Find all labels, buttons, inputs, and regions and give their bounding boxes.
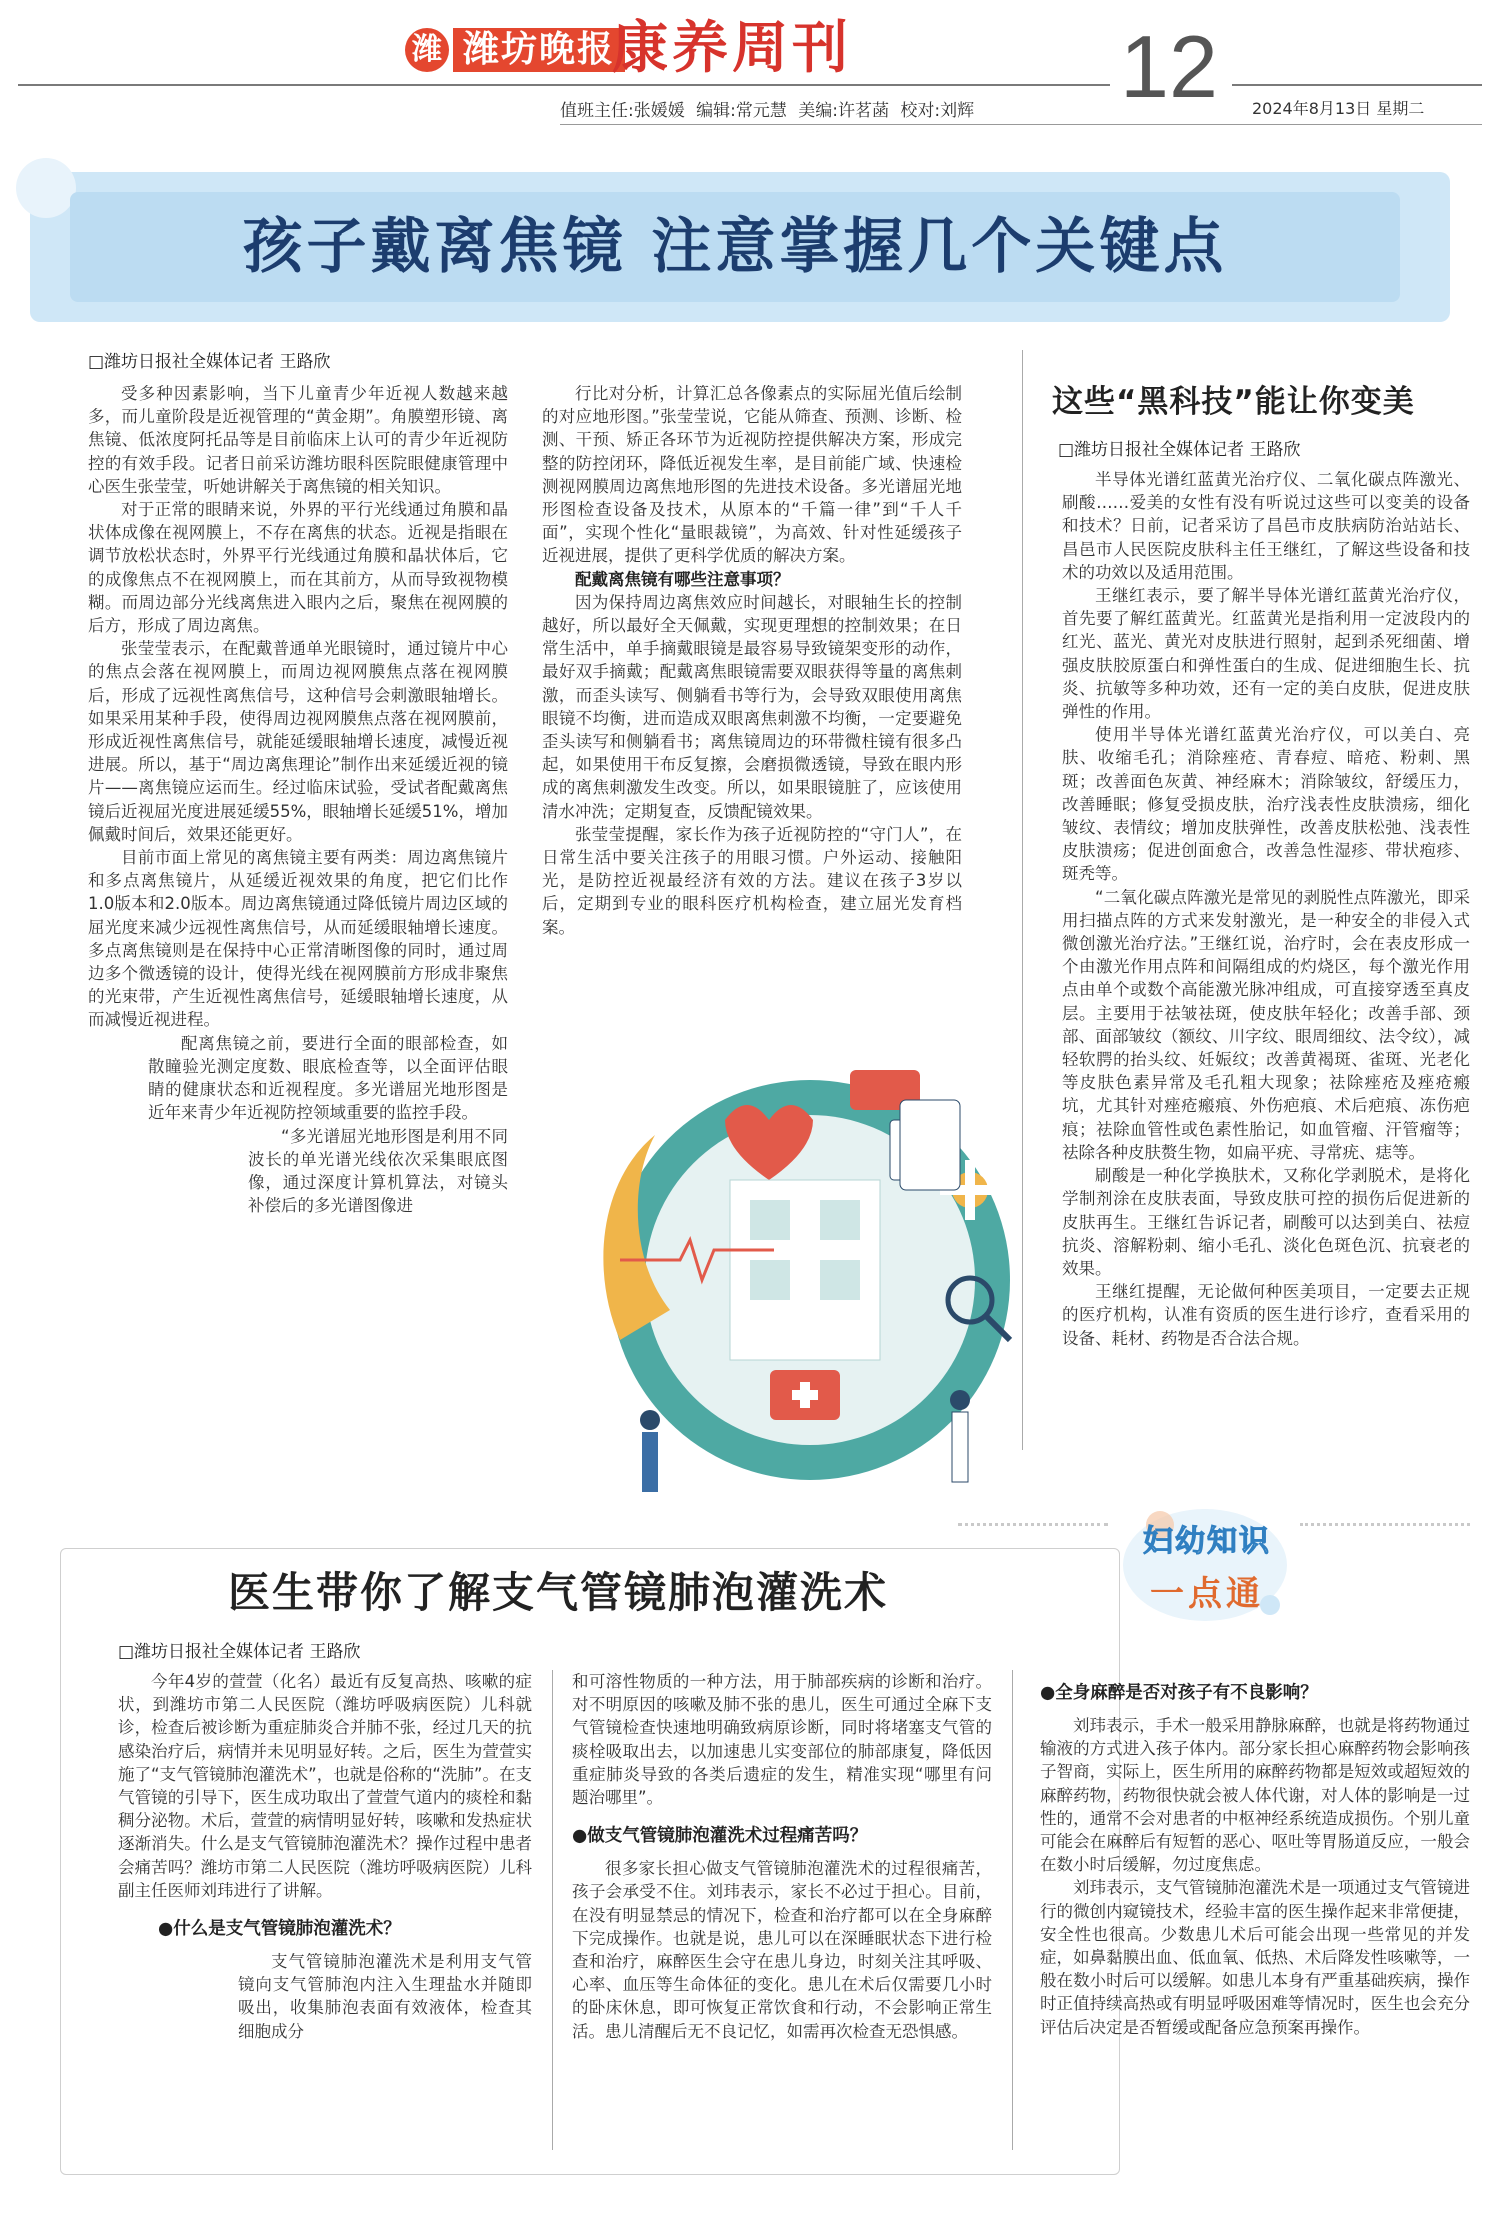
paragraph: 刘玮表示，支气管镜肺泡灌洗术是一项通过支气管镜进行的微创内窥镜技术，经验丰富的医生操作起来非常便捷，安全性也很高。少数患儿术后可能会出现一些常见的并发症，如鼻黏膜出血、低血氧、低热、术后降发性咳嗽等，一般在数小时后可以缓解。如患儿本身有严重基础疾病，操作时正值持续高热或有明显呼吸困难等情况时，医生也会充分评估后决定是否暂缓或配备应急预案再操作。	[1040, 1878, 1470, 2037]
section-divider	[1300, 1523, 1470, 1526]
badge-subtitle: 一点通	[1150, 1574, 1264, 1614]
paragraph: 张莹莹提醒，家长作为孩子近视防控的“守门人”，在日常生活中要关注孩子的用眼习惯。户外运动、接触阳光，是防控近视最经济有效的方法。建议在孩子3岁以后，定期到专业的眼科医疗机构检查，建立屈光发育档案。	[542, 824, 962, 937]
paragraph: 配离焦镜之前，要进行全面的眼部检查，如散瞳验光测定度数、眼底检查等，以全面评估眼睛的健康状态和近视程度。多光谱屈光地形图是近年来青少年近视防控领域重要的监控手段。	[148, 1033, 508, 1123]
second-column-3	[1040, 1680, 1470, 2039]
issue-date: 2024年8月13日 星期二	[1252, 99, 1425, 118]
paragraph: 因为保持周边离焦效应时间越长，对眼轴生长的控制越好，所以最好全天佩戴，实现更理想的控制效果；在日常生活中，单手摘戴眼镜是最容易导致镜架变形的动作，最好双手摘戴；配戴离焦眼镜需要双眼获得等量的离焦刺激，而歪头读写、侧躺看书等行为，会导致双眼使用离焦眼镜不均衡，进而造成双眼离焦刺激不均衡，一定要避免歪头读写和侧躺看书；离焦镜周边的环带微柱镜有很多凸起，如果使用干布反复擦，会磨损微透镜，导致在眼内形成的离焦刺激发生改变。所以，如果眼镜脏了，应该使用清水冲洗；定期复查，反馈配镜效果。	[542, 592, 962, 821]
paragraph: 很多家长担心做支气管镜肺泡灌洗术的过程很痛苦，孩子会承受不住。刘玮表示，家长不必过于担心。目前，在没有明显禁忌的情况下，检查和治疗都可以在全身麻醉下完成操作。也就是说，患儿可以在深睡眠状态下进行检查和治疗，麻醉医生会守在患儿身边，时刻关注其呼吸、心率、血压等生命体征的变化。患儿在术后仅需要几小时的卧床休息，即可恢复正常饮食和行动，不会影响正常生活。患儿清醒后无不良记忆，如需再次检查无恐惧感。	[572, 1859, 992, 2041]
lead-column-1	[88, 382, 508, 1217]
badge-title: 妇幼知识	[1143, 1524, 1271, 1559]
supplement-title: 康养周刊	[612, 15, 852, 81]
question-heading: ●什么是支气管镜肺泡灌洗术？	[158, 1919, 401, 1940]
paragraph: 今年4岁的萱萱（化名）最近有反复高热、咳嗽的症状，到潍坊市第二人民医院（潍坊呼吸病医院）儿科就诊，检查后被诊断为重症肺炎合并肺不张，经过几天的抗感染治疗后，病情并未见明显好转。之后，医生为萱萱实施了“支气管镜肺泡灌洗术”，也就是俗称的“洗肺”。在支气管镜的引导下，医生成功取出了萱萱气道内的痰栓和黏稠分泌物。术后，萱萱的病情明显好转，咳嗽和发热症状逐渐消失。什么是支气管镜肺泡灌洗术？操作过程中患者会痛苦吗？潍坊市第二人民医院（潍坊呼吸病医院）儿科副主任医师刘玮进行了讲解。	[118, 1672, 532, 1900]
second-column-2	[572, 1670, 992, 2043]
paragraph: “多光谱屈光地形图是利用不同波长的单光谱光线依次采集眼底图像，通过深度计算机算法，对镜头补偿后的多光谱图像进	[248, 1126, 508, 1216]
paragraph: 王继红表示，要了解半导体光谱红蓝黄光治疗仪，首先要了解红蓝黄光。红蓝黄光是指利用一定波段内的红光、蓝光、黄光对皮肤进行照射，起到杀死细菌、增强皮肤胶原蛋白和弹性蛋白的生成、促进细胞生长、抗炎、抗敏等多种功效，还有一定的美白皮肤，促进皮肤弹性的作用。	[1062, 586, 1470, 722]
second-column-1	[118, 1670, 532, 2043]
lead-byline: □潍坊日报社全媒体记者 王路欣	[88, 352, 331, 372]
side-byline: □潍坊日报社全媒体记者 王路欣	[1058, 440, 1301, 460]
paragraph: 行比对分析，计算汇总各像素点的实际屈光值后绘制的对应地形图。”张莹莹说，它能从筛查、预测、诊断、检测、干预、矫正各环节为近视防控提供解决方案，形成完整的防控闭环，降低近视发生率，是目前能广域、快速检测视网膜周边离焦地形图的先进技术设备。多光谱屈光地形图检查设备及技术，从原本的“千篇一律”到“千人千面”，实现个性化“量眼裁镜”，为高效、针对性延缓孩子近视进展，提供了更科学优质的解决方案。	[542, 384, 962, 566]
second-headline: 医生带你了解支气管镜肺泡灌洗术	[228, 1568, 889, 1617]
logo-mark: 潍	[405, 28, 449, 72]
lead-headline: 孩子戴离焦镜 注意掌握几个关键点	[242, 212, 1228, 282]
section-divider	[958, 1523, 1108, 1526]
paragraph: 张莹莹表示，在配戴普通单光眼镜时，通过镜片中心的焦点会落在视网膜上，而周边视网膜焦点落在视网膜后，形成了远视性离焦信号，这种信号会刺激眼轴增长。如果采用某种手段，使得周边视网膜焦点落在视网膜前，形成近视性离焦信号，就能延缓眼轴增长速度，减慢近视进展。所以，基于“周边离焦理论”制作出来延缓近视的镜片——离焦镜应运而生。经过临床试验，受试者配戴离焦镜后近视屈光度进展延缓55%，眼轴增长延缓51%，增加佩戴时间后，效果还能更好。	[88, 639, 508, 844]
column-divider	[1012, 1670, 1013, 2150]
side-column	[1062, 468, 1470, 1350]
masthead-rule	[1232, 84, 1482, 86]
side-headline: 这些“黑科技”能让你变美	[1052, 384, 1415, 420]
question-heading: ●做支气管镜肺泡灌洗术过程痛苦吗？	[572, 1826, 868, 1847]
paragraph: 刘玮表示，手术一般采用静脉麻醉，也就是将药物通过输液的方式进入孩子体内。部分家长担心麻醉药物会影响孩子智商，实际上，医生所用的麻醉药物都是短效或超短效的麻醉药物，药物很快就会被人体代谢，对人体的影响是一过性的，通常不会对患者的中枢神经系统造成损伤。个别儿童可能会在麻醉后有短暂的恶心、呕吐等胃肠道反应，一般会在数小时后缓解，勿过度焦虑。	[1040, 1716, 1470, 1875]
second-byline: □潍坊日报社全媒体记者 王路欣	[118, 1642, 361, 1662]
paragraph: 目前市面上常见的离焦镜主要有两类：周边离焦镜片和多点离焦镜片，从延缓近视效果的角度，把它们比作1.0版本和2.0版本。周边离焦镜通过降低镜片周边区域的屈光度来减少远视性离焦信号，从而延缓眼轴增长速度。多点离焦镜则是在保持中心正常清晰图像的同时，通过周边多个微透镜的设计，使得光线在视网膜前方形成非聚焦的光束带，产生近视性离焦信号，延缓眼轴增长速度，从而减慢近视进程。	[88, 848, 508, 1030]
lead-column-2	[542, 382, 962, 939]
subheading: 配戴离焦镜有哪些注意事项？	[575, 569, 790, 589]
paragraph: 受多种因素影响，当下儿童青少年近视人数越来越多，而儿童阶段是近视管理的“黄金期”。角膜塑形镜、离焦镜、低浓度阿托品等是目前临床上认可的青少年近视防控的有效手段。记者日前采访潍坊眼科医院眼健康管理中心医生张莹莹，听她讲解关于离焦镜的相关知识。	[88, 384, 508, 496]
paragraph: “二氧化碳点阵激光是常见的剥脱性点阵激光，即采用扫描点阵的方式来发射激光，是一种安全的非侵入式微创激光治疗法。”王继红说，治疗时，会在表皮形成一个由激光作用点阵和间隔组成的灼烧区，每个激光作用点由单个或数个高能激光脉冲组成，可直接穿透至真皮层。主要用于祛皱祛斑，使皮肤年轻化；改善手部、颈部、面部皱纹（额纹、川字纹、眼周细纹、法令纹），减轻软腭的抬头纹、妊娠纹；改善黄褐斑、雀斑、光老化等皮肤色素异常及毛孔粗大现象；祛除痤疮及痤疮瘢坑，尤其针对痤疮瘢痕、外伤疤痕、术后疤痕、冻伤疤痕；祛除血管性或色素性胎记，如血管瘤、汗管瘤等；祛除各种皮肤赘生物，如扁平疣、寻常疣、痣等。	[1062, 887, 1470, 1162]
paragraph: 和可溶性物质的一种方法，用于肺部疾病的诊断和治疗。对不明原因的咳嗽及肺不张的患儿，医生可通过全麻下支气管镜检查快速地明确致病原诊断，同时将堵塞支气管的痰栓吸取出去，以加速患儿实变部位的肺部康复，降低因重症肺炎导致的各类后遗症的发生，精准实现“哪里有问题治哪里”。	[572, 1672, 992, 1808]
column-divider	[552, 1670, 553, 2150]
page-number: 12	[1120, 17, 1218, 116]
paragraph: 半导体光谱红蓝黄光治疗仪、二氧化碳点阵激光、刷酸……爱美的女性有没有听说过这些可以变美的设备和技术？日前，记者采访了昌邑市皮肤病防治站站长、昌邑市人民医院皮肤科主任王继红，了解这些设备和技术的功效以及适用范围。	[1062, 470, 1470, 582]
paragraph: 支气管镜肺泡灌洗术是利用支气管镜向支气管肺泡内注入生理盐水并随即吸出，收集肺泡表面有效液体，检查其细胞成分	[238, 1952, 532, 2041]
paragraph: 刷酸是一种化学换肤术，又称化学剥脱术，是将化学制剂涂在皮肤表面，导致皮肤可控的损伤后促进新的皮肤再生。王继红告诉记者，刷酸可以达到美白、祛痘抗炎、溶解粉刺、缩小毛孔、淡化色斑色沉、抗衰老的效果。	[1062, 1166, 1470, 1278]
paragraph: 使用半导体光谱红蓝黄光治疗仪，可以美白、亮肤、收缩毛孔；消除痤疮、青春痘、暗疮、粉刺、黑斑；改善面色灰黄、神经麻木；消除皱纹，舒缓压力，改善睡眠；修复受损皮肤，治疗浅表性皮肤溃疡，细化皱纹、表情纹；增加皮肤弹性，改善皮肤松弛、浅表性皮肤溃疡；促进创面愈合，改善急性湿疹、带状疱疹、斑秃等。	[1062, 725, 1470, 884]
paragraph: 对于正常的眼睛来说，外界的平行光线通过角膜和晶状体成像在视网膜上，不存在离焦的状态。近视是指眼在调节放松状态时，外界平行光线通过角膜和晶状体后，它的成像焦点不在视网膜上，而在其前方，从而导致视物模糊。而周边部分光线离焦进入眼内之后，聚焦在视网膜的后方，形成了周边离焦。	[88, 500, 508, 636]
column-divider	[1022, 350, 1023, 1450]
staff-credits: 值班主任:张媛媛 编辑:常元慧 美编:许茗菡 校对:刘辉	[560, 101, 975, 121]
question-heading: ●全身麻醉是否对孩子有不良影响？	[1040, 1683, 1318, 1703]
masthead-rule	[18, 84, 1110, 86]
paragraph: 王继红提醒，无论做何种医美项目，一定要去正规的医疗机构，认准有资质的医生进行诊疗，查看采用的设备、耗材、药物是否合法合规。	[1062, 1282, 1470, 1348]
masthead-rule	[560, 124, 1482, 125]
medical-illustration	[560, 1040, 1040, 1500]
newspaper-name: 潍坊晚报	[453, 28, 625, 72]
